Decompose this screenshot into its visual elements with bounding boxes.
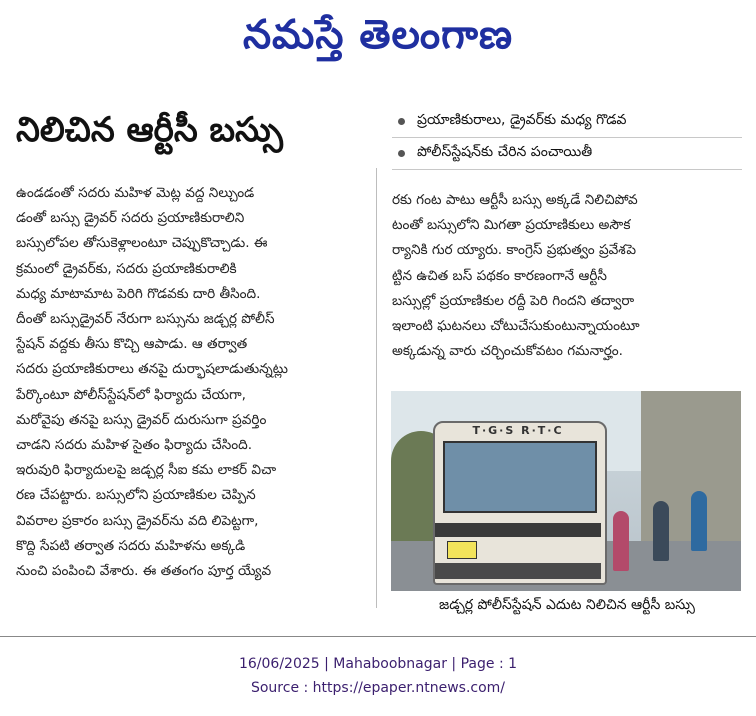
body-line: ఇరువురి ఫిర్యాదులపై జడ్చర్ల సీఐ కమ లాకర్ విచా	[16, 462, 277, 479]
photo-caption: జడ్చర్ల పోలీస్‌స్టేషన్ ఎదుట నిలిచిన ఆర్టీసీ బస్సు	[438, 597, 695, 613]
footer-divider	[0, 636, 756, 637]
bullet-dot-icon	[398, 118, 405, 125]
body-line: బస్సులోపల తోసుకెళ్లాలంటూ చెప్పుకొచ్చాడు. ఈ	[16, 235, 268, 252]
body-line: రకు గంట పాటు ఆర్టీసీ బస్సు అక్కడే నిలిచిపోవ	[392, 192, 638, 208]
body-line: ట్టిన ఉచిత బస్ పథకం కారణంగానే ఆర్టీసీ	[392, 267, 607, 284]
highlight-text: పోలీస్‌స్టేషన్‌కు చేరిన పంచాయితీ	[417, 144, 593, 160]
bus-windshield	[443, 441, 597, 513]
newspaper-title: నమస్తే తెలంగాణ	[242, 12, 514, 58]
article-body-right	[392, 188, 742, 364]
body-line: నుంచి పంపించి వేశారు. ఈ తతంగం పూర్త య్యేవ	[16, 563, 272, 580]
article-headline: నిలిచిన ఆర్టీసీ బస్సు	[16, 110, 283, 150]
bullet-dot-icon	[398, 150, 405, 157]
highlight-bullets	[392, 106, 742, 170]
bus-number-plate	[447, 541, 477, 559]
highlight-text: ప్రయాణికురాలు, డ్రైవర్‌కు మధ్య గొడవ	[417, 112, 627, 128]
body-line: అక్కడున్న వారు చర్చించుకోవటం గమనార్హం.	[392, 343, 623, 360]
bus-destination-board: T·G·S R·T·C	[472, 424, 564, 437]
body-line: సదరు ప్రయాణికురాలు తనపై దుర్భాషలాడుతున్నట్లు	[16, 361, 288, 378]
source-link: Source : https://epaper.ntnews.com/	[250, 680, 506, 696]
body-line: మరోవైపు తనపై బస్సు డ్రైవర్ దురుసుగా ప్రవర్తిం	[16, 411, 267, 428]
body-line: టంతో బస్సులోని మిగతా ప్రయాణికులు అసౌక	[392, 217, 631, 234]
body-line: వివరాల ప్రకారం బస్సు డ్రైవర్‌ను వది లిపెట్టగా,	[16, 512, 259, 529]
body-line: ఉండడంతో సదరు మహిళ మెట్ల వద్ద నిల్చుండ	[16, 185, 255, 201]
body-line: ఇలాంటి ఘటనలు చోటుచేసుకుంటున్నాయంటూ	[392, 318, 640, 335]
column-divider	[376, 168, 377, 608]
highlight-bullet	[392, 106, 742, 138]
page-footer	[0, 652, 756, 700]
body-line: మధ్య మాటామాట పెరిగి గొడవకు దారి తీసింది.	[16, 285, 261, 302]
body-line: స్టేషన్ వద్దకు తీసు కొచ్చి ఆపాడు. ఆ తర్వాత	[16, 336, 248, 353]
body-line: చాడని సదరు మహిళ సైతం ఫిర్యాదు చేసింది.	[16, 437, 253, 454]
body-line: ర్యానికి గుర య్యారు. కాంగ్రెస్ ప్రభుత్వం ప్రవేశపె	[392, 242, 637, 259]
bus-bumper	[435, 563, 601, 579]
body-line: పేర్కొంటూ పోలీస్‌స్టేషన్‌లో ఫిర్యాదు చేయగా,	[16, 386, 246, 403]
article-body-left	[16, 181, 368, 584]
masthead	[0, 0, 756, 80]
body-line: రణ చేపట్టారు. బస్సులోని ప్రయాణికుల చెప్పిన	[16, 487, 256, 504]
bus-illustration	[433, 421, 607, 585]
person-figure	[613, 511, 629, 571]
news-photo	[391, 391, 741, 591]
body-line: డంతో బస్సు డ్రైవర్ సదరు ప్రయాణికురాలిని	[16, 210, 245, 227]
body-line: దీంతో బస్సుడ్రైవర్ నేరుగా బస్సును జడ్చర్ల పోలీస్	[16, 311, 275, 328]
edition-info: 16/06/2025 | Mahaboobnagar | Page : 1	[238, 656, 518, 672]
body-line: క్రమంలో డ్రైవర్‌కు, సదరు ప్రయాణికురాలికి	[16, 260, 237, 277]
highlight-bullet	[392, 138, 742, 170]
body-line: బస్సుల్లో ప్రయాణికుల రద్దీ పెరి గిందని తద్వారా	[392, 292, 635, 309]
bus-stripe	[435, 523, 601, 537]
person-figure	[691, 491, 707, 551]
body-line: కొద్ది సేపటి తర్వాత సదరు మహిళను అక్కడి	[16, 537, 246, 554]
person-figure	[653, 501, 669, 561]
